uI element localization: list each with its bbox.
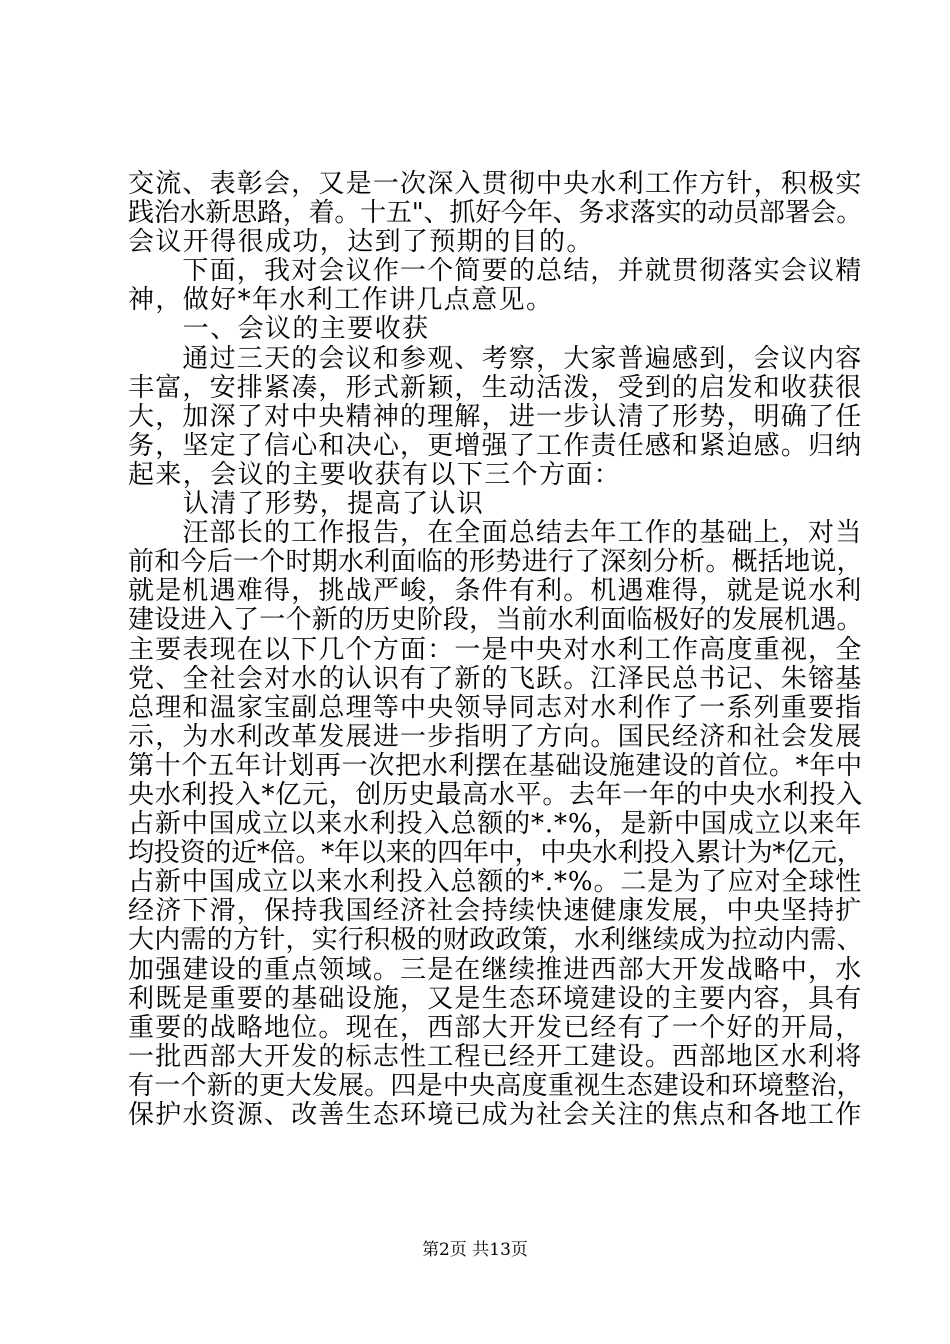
text-line: 重要的战略地位。现在，西部大开发已经有了一个好的开局， [128,1012,863,1043]
text-line: 大，加深了对中央精神的理解，进一步认清了形势，明确了任 [128,401,863,432]
text-line: 就是机遇难得，挑战严峻，条件有利。机遇难得，就是说水利 [128,576,863,607]
text-line: 一批西部大开发的标志性工程已经开工建设。西部地区水利将 [128,1041,863,1072]
text-line: 务，坚定了信心和决心，更增强了工作责任感和紧迫感。归纳 [128,430,863,461]
text-line: 认清了形势，提高了认识 [128,489,485,520]
text-line: 大内需的方针，实行积极的财政政策，水利继续成为拉动内需、 [128,925,863,956]
text-line: 加强建设的重点领域。三是在继续推进西部大开发战略中，水 [128,954,863,985]
text-line: 前和今后一个时期水利面临的形势进行了深刻分析。概括地说， [128,547,863,578]
text-line: 通过三天的会议和参观、考察，大家普遍感到，会议内容 [128,343,863,374]
text-line: 神，做好*年水利工作讲几点意见。 [128,285,554,316]
body-text [128,170,864,1130]
text-line: 有一个新的更大发展。四是中央高度重视生态建设和环境整治， [128,1070,863,1101]
text-line: 保护水资源、改善生态环境已成为社会关注的焦点和各地工作 [128,1100,863,1130]
text-line: 经济下滑，保持我国经济社会持续快速健康发展，中央坚持扩 [128,896,863,927]
text-line: 汪部长的工作报告，在全面总结去年工作的基础上，对当 [128,518,863,549]
text-line: 建设进入了一个新的历史阶段，当前水利面临极好的发展机遇。 [128,605,863,636]
text-line: 一、会议的主要收获 [128,314,430,345]
text-line: 丰富，安排紧凑，形式新颖，生动活泼，受到的启发和收获很 [128,372,863,403]
text-line: 践治水新思路，着。十五"、抓好今年、务求落实的动员部署会。 [128,198,863,229]
text-line: 起来，会议的主要收获有以下三个方面： [128,459,622,490]
text-line: 交流、表彰会，又是一次深入贯彻中央水利工作方针，积极实 [128,169,863,199]
text-line: 均投资的近*倍。*年以来的四年中，中央水利投入累计为*亿元， [128,838,863,869]
text-line: 央水利投入*亿元，创历史最高水平。去年一年的中央水利投入 [128,779,863,810]
text-line: 党、全社会对水的认识有了新的飞跃。江泽民总书记、朱镕基 [128,663,863,694]
text-line: 第十个五年计划再一次把水利摆在基础设施建设的首位。*年中 [128,750,863,781]
text-line: 主要表现在以下几个方面：一是中央对水利工作高度重视，全 [128,634,863,665]
text-line: 总理和温家宝副总理等中央领导同志对水利作了一系列重要指 [128,692,863,723]
text-line: 会议开得很成功，达到了预期的目的。 [128,227,594,258]
text-line: 示，为水利改革发展进一步指明了方向。国民经济和社会发展 [128,721,863,752]
text-line: 下面，我对会议作一个简要的总结，并就贯彻落实会议精 [128,256,863,287]
text-line: 占新中国成立以来水利投入总额的*.*%。二是为了应对全球性 [128,867,863,898]
text-line: 占新中国成立以来水利投入总额的*.*%，是新中国成立以来年 [128,809,863,840]
page-footer: 第2页 共13页 [422,1240,528,1260]
text-line: 利既是重要的基础设施，又是生态环境建设的主要内容，具有 [128,983,863,1014]
